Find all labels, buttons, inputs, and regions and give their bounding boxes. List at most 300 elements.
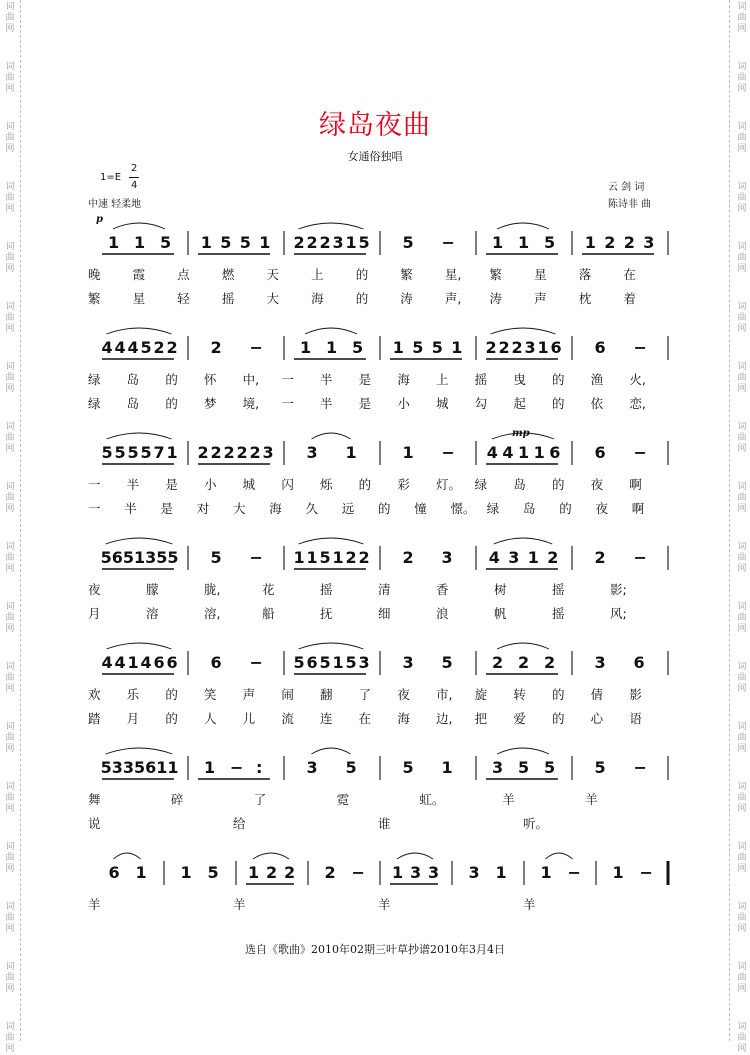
slur <box>494 538 553 544</box>
lyric-syllable: 朦 <box>146 582 159 597</box>
slur <box>106 538 173 544</box>
note-digit: 7 <box>153 443 165 462</box>
lyric-syllable: 说 <box>88 816 101 831</box>
lyric-syllable: 半 <box>124 501 137 516</box>
note-digit: 5 <box>100 548 112 567</box>
lyric-syllable: 在 <box>623 267 636 282</box>
lyric-syllable: 远 <box>341 501 355 516</box>
note-digit: 1 <box>441 758 453 777</box>
note-digit: 3 <box>262 443 274 462</box>
lyric-syllable: 声 <box>534 291 547 306</box>
lyric-syllable: 的 <box>559 501 572 516</box>
lyric-syllable: 欢 <box>88 687 101 702</box>
lyric-syllable: 月 <box>126 711 140 726</box>
lyric-syllable: 烁 <box>320 477 333 492</box>
lyric-syllable: 中, <box>242 372 260 387</box>
lyric-syllable: 夜 <box>595 501 609 516</box>
lyric-syllable: 绿 <box>486 501 500 516</box>
note-digit: 1 <box>166 443 178 462</box>
slur <box>114 853 141 859</box>
note-digit: 2 <box>266 863 278 882</box>
note-digit: − <box>230 758 244 777</box>
watermark-glyphs: 词 曲 网 <box>737 902 747 934</box>
note-digit: 5 <box>431 338 443 357</box>
note-digit: 1 <box>200 233 212 252</box>
lyric-syllable: 的 <box>552 396 565 411</box>
lyric-syllable: 的 <box>165 711 178 726</box>
note-digit: 6 <box>550 338 562 357</box>
note-digit: 1 <box>451 338 463 357</box>
lyric-syllable: 胧, <box>204 582 221 597</box>
note-digit: 4 <box>127 338 139 357</box>
note-digit: 5 <box>518 758 530 777</box>
lyric-syllable: 夜 <box>397 687 410 702</box>
lyric-syllable: 船 <box>262 606 275 621</box>
watermark-glyphs: 词 曲 网 <box>737 782 747 814</box>
slur <box>492 433 554 439</box>
note-digit: 2 <box>306 233 318 252</box>
note-digit: 1 <box>180 863 192 882</box>
watermark-glyphs: 词 曲 网 <box>737 1022 747 1054</box>
lyric-syllable: 起 <box>513 396 526 411</box>
note-digit: 1 <box>332 548 344 567</box>
lyric-syllable: 帆 <box>494 606 507 621</box>
note-digit: 1 <box>127 653 139 672</box>
note-digit: 1 <box>306 548 318 567</box>
note-digit: 1 <box>533 443 545 462</box>
note-digit: 2 <box>358 548 370 567</box>
slur <box>299 538 364 544</box>
lyric-syllable: 轻 <box>177 291 190 306</box>
note-digit: 2 <box>511 338 523 357</box>
lyric-syllable: 是 <box>358 396 372 411</box>
note-digit: 3 <box>492 758 504 777</box>
note-digit: 6 <box>108 863 120 882</box>
slur <box>107 328 172 334</box>
lyric-syllable: 的 <box>165 687 178 702</box>
lyric-syllable: 着 <box>623 291 636 306</box>
lyric-syllable: 燃 <box>221 267 235 282</box>
note-digit: 1 <box>326 338 338 357</box>
lyric-syllable: 绿 <box>88 372 101 387</box>
lyric-syllable: 清 <box>378 582 391 597</box>
lyric-syllable: 星 <box>534 267 547 282</box>
lyric-syllable: 憧 <box>414 501 427 516</box>
note-digit: 6 <box>166 653 178 672</box>
slur <box>546 853 573 859</box>
lyric-syllable: 谁 <box>378 816 391 831</box>
lyric-syllable: 转 <box>513 687 526 702</box>
lyric-syllable: 一 <box>88 501 101 516</box>
note-digit: 1 <box>492 233 504 252</box>
note-digit: 2 <box>547 548 559 567</box>
watermark-glyphs: 词 曲 网 <box>5 362 15 394</box>
lyric-syllable: 羊 <box>585 792 598 807</box>
note-digit: 5 <box>594 758 606 777</box>
slur <box>299 223 364 229</box>
note-digit: 3 <box>122 758 134 777</box>
note-digit: − <box>441 233 455 252</box>
lyric-syllable: 儿 <box>242 711 256 726</box>
lyric-syllable: 语 <box>629 711 642 726</box>
note-digit: 1 <box>204 758 216 777</box>
note-digit: 5 <box>441 653 453 672</box>
note-digit: 3 <box>428 863 440 882</box>
lyric-syllable: 境, <box>242 396 260 411</box>
note-digit: 5 <box>100 758 112 777</box>
lyric-syllable: 人 <box>204 711 217 726</box>
note-digit: 2 <box>197 443 209 462</box>
watermark-glyphs: 词 曲 网 <box>5 422 15 454</box>
note-digit: 5 <box>345 758 357 777</box>
watermark-glyphs: 词 曲 网 <box>737 62 747 94</box>
lyric-syllable: 虹。 <box>419 792 445 807</box>
lyric-syllable: 对 <box>196 501 210 516</box>
note-digit: − <box>633 338 647 357</box>
note-digit: 5 <box>319 653 331 672</box>
lyric-syllable: 海 <box>269 501 282 516</box>
watermark-glyphs: 词 曲 网 <box>737 122 747 154</box>
note-digit: 2 <box>518 653 530 672</box>
note-digit: 2 <box>345 548 357 567</box>
lyric-syllable: 的 <box>165 396 178 411</box>
note-digit: 1 <box>518 443 530 462</box>
lyric-syllable: 的 <box>165 372 178 387</box>
lyric-syllable: 羊 <box>233 897 246 912</box>
lyric-syllable: 啊 <box>629 477 642 492</box>
note-digit: 3 <box>358 653 370 672</box>
lyric-syllable: 憬。 <box>450 501 476 516</box>
watermark-glyphs: 词 曲 网 <box>737 482 747 514</box>
note-digit: 5 <box>156 548 168 567</box>
note-digit: 6 <box>153 653 165 672</box>
lyric-syllable: 摇 <box>221 291 235 306</box>
note-digit: 3 <box>643 233 655 252</box>
note-digit: − <box>633 443 647 462</box>
note-digit: 2 <box>210 338 222 357</box>
lyric-syllable: 摇 <box>552 606 565 621</box>
note-digit: 5 <box>127 443 139 462</box>
note-digit: 4 <box>140 653 152 672</box>
lyric-syllable: 上 <box>436 372 449 387</box>
slur <box>497 643 549 649</box>
slur <box>497 223 549 229</box>
slur <box>491 328 556 334</box>
lyric-syllable: 乐 <box>126 687 140 702</box>
watermark-glyphs: 词 曲 网 <box>737 602 747 634</box>
lyric-syllable: 羊 <box>523 897 536 912</box>
lyric-syllable: 踏 <box>88 711 101 726</box>
slur <box>312 433 351 439</box>
lyric-syllable: 久 <box>305 501 319 516</box>
lyric-syllable: 天 <box>266 267 279 282</box>
time-signature-top: 2 <box>131 163 138 174</box>
lyric-syllable: 声 <box>242 687 256 702</box>
lyric-syllable: 的 <box>358 477 372 492</box>
note-digit: 4 <box>114 653 126 672</box>
lyric-syllable: 夜 <box>590 477 604 492</box>
note-digit: 5 <box>319 548 331 567</box>
lyric-syllable: 声, <box>444 291 462 306</box>
note-digit: 6 <box>594 338 606 357</box>
lyric-syllable: 半 <box>320 396 333 411</box>
dynamic-p: p <box>96 214 103 225</box>
slur <box>299 643 364 649</box>
note-digit: − <box>249 338 263 357</box>
lyric-syllable: 溶, <box>204 606 221 621</box>
watermark-glyphs: 词 曲 网 <box>5 242 15 274</box>
lyric-syllable: 啊 <box>631 501 645 516</box>
watermark-glyphs: 词 曲 网 <box>5 1022 15 1054</box>
note-digit: 5 <box>402 758 414 777</box>
lyric-syllable: 依 <box>590 396 604 411</box>
note-digit: 1 <box>332 653 344 672</box>
note-digit: 2 <box>223 443 235 462</box>
tempo-marking: 中速 轻柔地 <box>88 199 142 210</box>
note-digit: 2 <box>324 863 336 882</box>
note-digit: 3 <box>306 758 318 777</box>
lyric-syllable: 落 <box>578 267 592 282</box>
lyric-syllable: 月 <box>88 606 101 621</box>
lyric-syllable: 羊 <box>502 792 515 807</box>
lyric-syllable: 星, <box>444 267 462 282</box>
lyric-syllable: 的 <box>552 477 565 492</box>
watermark-glyphs: 词 曲 网 <box>5 182 15 214</box>
lyric-syllable: 了 <box>253 792 267 807</box>
note-digit: 2 <box>485 338 497 357</box>
lyric-syllable: 大 <box>266 291 279 306</box>
watermark-glyphs: 词 曲 网 <box>5 722 15 754</box>
source-footer: 选自《歌曲》2010年02期三叶草抄谱2010年3月4日 <box>245 943 505 956</box>
note-digit: 1 <box>527 548 539 567</box>
lyric-syllable: 细 <box>378 606 391 621</box>
note-digit: 5 <box>352 338 364 357</box>
lyric-syllable: 花 <box>262 582 275 597</box>
lyric-syllable: 小 <box>397 396 410 411</box>
note-digit: 5 <box>345 653 357 672</box>
lyric-syllable: 夜 <box>88 582 101 597</box>
note-digit: 4 <box>486 443 498 462</box>
note-digit: 5 <box>140 443 152 462</box>
time-signature-bottom: 4 <box>131 180 138 191</box>
note-digit: − <box>633 758 647 777</box>
song-subtitle: 女通俗独唱 <box>347 150 403 163</box>
lyric-syllable: 上 <box>311 267 324 282</box>
lyric-syllable: 繁 <box>489 267 503 282</box>
lyric-syllable: 是 <box>165 477 178 492</box>
slur <box>106 748 173 754</box>
slur <box>397 853 433 859</box>
lyric-syllable: 树 <box>494 582 507 597</box>
note-digit: − <box>639 863 653 882</box>
note-digit: 3 <box>441 548 453 567</box>
lyric-syllable: 城 <box>436 396 449 411</box>
lyric-syllable: 枕 <box>578 291 592 306</box>
lyric-syllable: 点 <box>177 267 190 282</box>
lyric-syllable: 心 <box>590 711 604 726</box>
lyric-syllable: 给 <box>233 816 246 831</box>
lyric-syllable: 香 <box>436 582 449 597</box>
slur <box>312 748 351 754</box>
note-digit: 5 <box>122 548 134 567</box>
note-digit: 5 <box>220 233 232 252</box>
note-digit: 6 <box>111 548 123 567</box>
lyric-syllable: 羊 <box>378 897 391 912</box>
lyric-syllable: 把 <box>474 711 488 726</box>
lyric-syllable: 晚 <box>88 267 101 282</box>
note-digit: 2 <box>498 338 510 357</box>
lyric-syllable: 的 <box>552 711 565 726</box>
slur <box>253 853 289 859</box>
watermark-glyphs: 词 曲 网 <box>5 962 15 994</box>
note-digit: 5 <box>239 233 251 252</box>
dynamic-mp: mp <box>512 428 530 439</box>
note-digit: 3 <box>508 548 520 567</box>
watermark-glyphs: 词 曲 网 <box>5 902 15 934</box>
note-digit: 5 <box>210 548 222 567</box>
note-digit: 1 <box>584 233 596 252</box>
note-digit: 5 <box>358 233 370 252</box>
note-digit: 4 <box>114 338 126 357</box>
note-digit: 4 <box>101 338 113 357</box>
lyric-syllable: 影; <box>610 582 627 597</box>
note-digit: 1 <box>259 233 271 252</box>
note-digit: 1 <box>156 758 168 777</box>
lyric-syllable: 绿 <box>474 477 488 492</box>
note-digit: 1 <box>134 233 146 252</box>
lyric-syllable: 岛 <box>523 501 536 516</box>
lyric-syllable: 的 <box>552 687 565 702</box>
note-digit: 5 <box>140 338 152 357</box>
lyric-syllable: 海 <box>397 372 410 387</box>
lyric-syllable: 绿 <box>88 396 101 411</box>
lyric-syllable: 笑 <box>204 687 217 702</box>
lyric-syllable: 的 <box>378 501 391 516</box>
lyric-syllable: 彩 <box>397 477 410 492</box>
watermark-glyphs: 词 曲 网 <box>5 2 15 34</box>
note-digit: 2 <box>293 233 305 252</box>
note-digit: 6 <box>594 443 606 462</box>
lyric-syllable: 怀 <box>204 372 217 387</box>
watermark-glyphs: 词 曲 网 <box>5 62 15 94</box>
watermark-glyphs: 词 曲 网 <box>737 182 747 214</box>
note-digit: − <box>567 863 581 882</box>
lyric-syllable: 霓 <box>336 792 350 807</box>
note-digit: − <box>441 443 455 462</box>
note-digit: 5 <box>114 443 126 462</box>
lyric-syllable: 半 <box>126 477 140 492</box>
lyric-syllable: 星 <box>132 291 146 306</box>
watermark-glyphs: 词 曲 网 <box>5 302 15 334</box>
lyric-syllable: 闹 <box>281 687 294 702</box>
lyric-syllable: 摇 <box>552 582 565 597</box>
lyric-syllable: 城 <box>242 477 256 492</box>
watermark-glyphs: 词 曲 网 <box>5 782 15 814</box>
note-digit: 5 <box>160 233 172 252</box>
lyric-syllable: 恋, <box>629 396 646 411</box>
note-digit: 2 <box>249 443 261 462</box>
lyric-syllable: 渔 <box>590 372 604 387</box>
lyric-syllable: 繁 <box>400 267 413 282</box>
lyric-syllable: 摇 <box>474 372 488 387</box>
note-digit: 3 <box>306 443 318 462</box>
note-digit: 2 <box>623 233 635 252</box>
note-digit: 2 <box>544 653 556 672</box>
note-digit: 5 <box>167 548 179 567</box>
note-digit: 3 <box>332 233 344 252</box>
watermark-glyphs: 词 曲 网 <box>5 662 15 694</box>
lyric-syllable: 的 <box>552 372 565 387</box>
note-digit: 1 <box>345 443 357 462</box>
note-digit: 2 <box>319 233 331 252</box>
watermark-glyphs: 词 曲 网 <box>737 962 747 994</box>
lyric-syllable: 是 <box>358 372 372 387</box>
lyric-syllable: 市, <box>436 687 453 702</box>
note-digit: 3 <box>402 653 414 672</box>
composer-credit: 陈诗非 曲 <box>608 199 652 210</box>
lyric-syllable: 的 <box>355 267 369 282</box>
slur <box>497 748 549 754</box>
watermark-glyphs: 词 曲 网 <box>737 842 747 874</box>
note-digit: 5 <box>101 443 113 462</box>
note-digit: 1 <box>537 338 549 357</box>
watermark-glyphs: 词 曲 网 <box>737 722 747 754</box>
lyric-syllable: 舞 <box>88 792 101 807</box>
watermark-glyphs: 词 曲 网 <box>737 542 747 574</box>
watermark-glyphs: 词 曲 网 <box>5 482 15 514</box>
lyric-syllable: 边, <box>436 711 453 726</box>
slur <box>305 328 357 334</box>
note-digit: 1 <box>392 338 404 357</box>
lyric-syllable: 风; <box>610 606 627 621</box>
note-digit: 1 <box>135 863 147 882</box>
note-digit: 6 <box>306 653 318 672</box>
note-digit: : <box>256 758 263 777</box>
note-digit: 2 <box>210 443 222 462</box>
note-digit: 1 <box>495 863 507 882</box>
note-digit: 1 <box>248 863 260 882</box>
note-digit: 1 <box>108 233 120 252</box>
watermark-glyphs: 词 曲 网 <box>737 242 747 274</box>
lyric-syllable: 听。 <box>523 816 549 831</box>
lyric-syllable: 一 <box>281 396 294 411</box>
lyric-syllable: 了 <box>358 687 372 702</box>
watermark-glyphs: 词 曲 网 <box>5 602 15 634</box>
note-digit: 2 <box>236 443 248 462</box>
watermark-glyphs: 词 曲 网 <box>5 542 15 574</box>
watermark-glyphs: 词 曲 网 <box>737 422 747 454</box>
note-digit: 6 <box>633 653 645 672</box>
lyric-syllable: 是 <box>160 501 174 516</box>
watermark-glyphs: 词 曲 网 <box>737 302 747 334</box>
note-digit: 3 <box>594 653 606 672</box>
lyric-syllable: 浪 <box>436 606 449 621</box>
note-digit: 1 <box>518 233 530 252</box>
note-digit: 6 <box>145 758 157 777</box>
note-digit: 1 <box>300 338 312 357</box>
note-digit: 1 <box>134 548 146 567</box>
note-digit: 4 <box>502 443 514 462</box>
lyric-syllable: 溶 <box>146 606 159 621</box>
note-digit: 3 <box>468 863 480 882</box>
slur <box>107 643 172 649</box>
note-digit: 2 <box>594 548 606 567</box>
note-digit: 2 <box>492 653 504 672</box>
slur <box>113 223 165 229</box>
lyric-syllable: 闪 <box>281 477 294 492</box>
note-digit: 5 <box>402 233 414 252</box>
note-digit: 2 <box>604 233 616 252</box>
